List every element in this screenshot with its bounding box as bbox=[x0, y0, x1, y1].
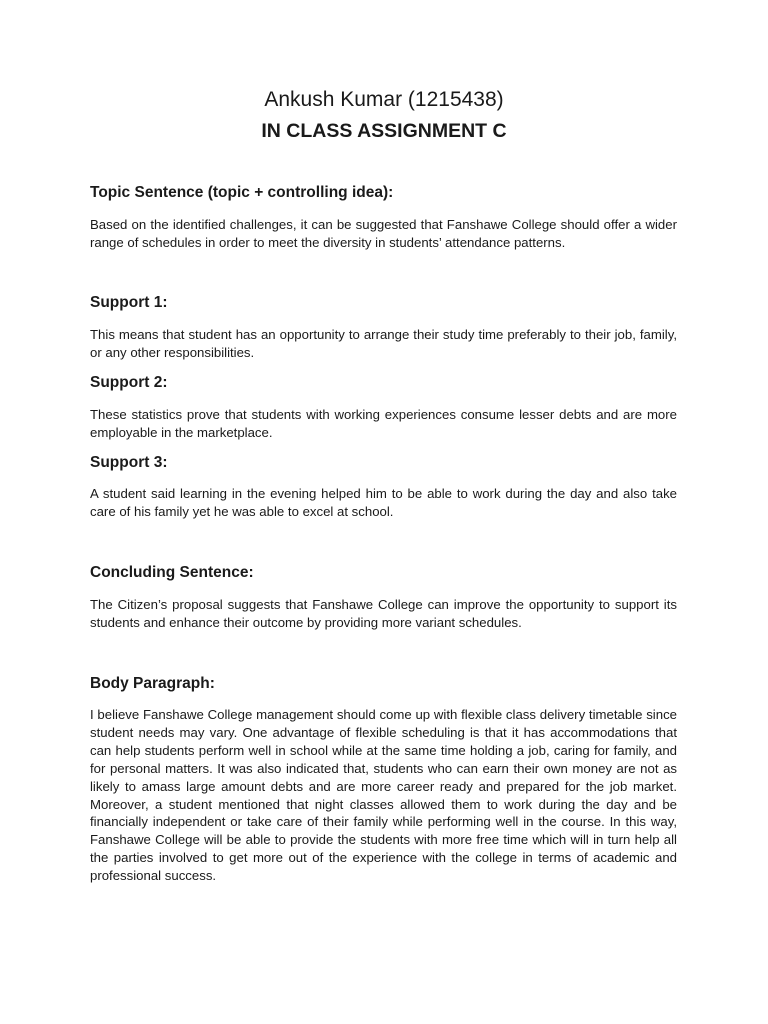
document-title: IN CLASS ASSIGNMENT C bbox=[261, 120, 507, 142]
author-line: Ankush Kumar (1215438) bbox=[264, 88, 504, 111]
support-2-text: These statistics prove that students with working experiences consume lesser debts and are more employable in the marketplace. bbox=[90, 407, 677, 440]
concluding-sentence-heading: Concluding Sentence: bbox=[90, 564, 254, 581]
topic-sentence-text: Based on the identified challenges, it can be suggested that Fanshawe College should offer a wider range of schedules in order to meet the diversity in students’ attendance patterns. bbox=[90, 217, 677, 250]
support-3-heading: Support 3: bbox=[90, 454, 168, 471]
support-1-text: This means that student has an opportunity to arrange their study time preferably to their job, family, or any other responsibilities. bbox=[90, 327, 677, 360]
support-3-text: A student said learning in the evening helped him to be able to work during the day and also take care of his family yet he was able to excel at school. bbox=[90, 486, 677, 519]
support-2-heading: Support 2: bbox=[90, 374, 168, 391]
concluding-sentence-text: The Citizen’s proposal suggests that Fanshawe College can improve the opportunity to support its students and enhance their outcome by providing more variant schedules. bbox=[90, 597, 677, 630]
body-paragraph-heading: Body Paragraph: bbox=[90, 675, 215, 692]
support-1-heading: Support 1: bbox=[90, 294, 168, 311]
topic-sentence-heading: Topic Sentence (topic + controlling idea): bbox=[90, 184, 394, 201]
body-paragraph-text: I believe Fanshawe College management should come up with flexible class delivery timetable since student needs may vary. One advantage of flexible scheduling is that it has accommodations that can help students perform well in school while at the same time holding a job, caring for family, and for personal matters. It was also indicated that, students who can earn their own money are not as likely to amass large amount debts and are more career ready and prepared for the job market. Moreover, a student mentioned that night classes allowed them to work during the day and be financially independent or take care of their family while performing well in the course. In this way, Fanshawe College will be able to provide the students with more free time which will in turn help all the parties involved to get more out of the experience with the college in terms of academic and professional success. bbox=[90, 707, 677, 884]
